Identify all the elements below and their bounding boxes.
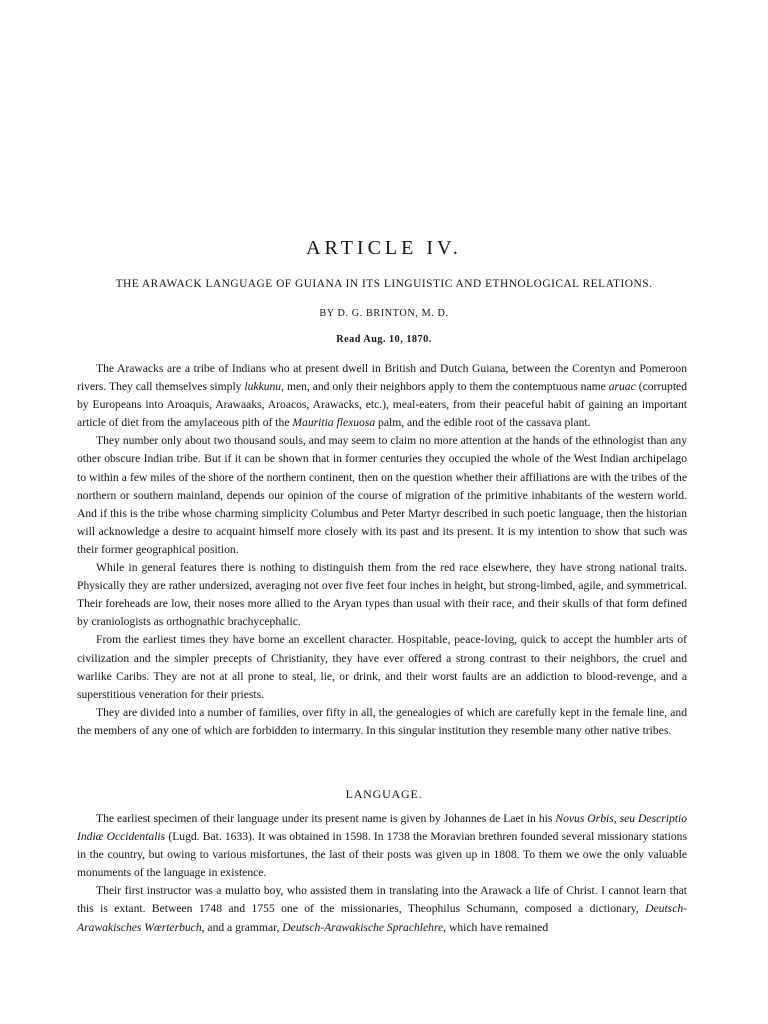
paragraph: While in general features there is nothing to distinguish them from the red race elsewhere, they have strong national traits. Physically they are rather undersized, averaging not over five feet four inches in height, but strong-limbed, agile, and symmetrical. Their foreheads are low, their noses more allied to the Aryan types than usual with their race, and their skulls of that form defined by craniologists as orthognathic brachycephalic. bbox=[77, 561, 687, 629]
section-body bbox=[77, 810, 687, 937]
paragraph: The earliest specimen of their language under its present name is given by Johannes de Laet in his Novus Orbis, seu Descriptio Indiæ Occidentalis (Lugd. Bat. 1633). It was obtained in 1598. In 1738 the Moravian brethren founded several missionary stations in the country, but owing to various misfortunes, the last of their posts was given up in 1808. To them we owe the only valuable monuments of the language in existence. bbox=[77, 812, 687, 880]
article-title: THE ARAWACK LANGUAGE OF GUIANA IN ITS LINGUISTIC AND ETHNOLOGICAL RELATIONS. bbox=[115, 278, 653, 290]
paragraph: The Arawacks are a tribe of Indians who at present dwell in British and Dutch Guiana, between the Corentyn and Pomeroon rivers. They call themselves simply lukkunu, men, and only their neighbors apply to them the contemptuous name aruac (corrupted by Europeans into Aroaquis, Arawaaks, Aroacos, Arawacks, etc.), meal-eaters, from their peaceful habit of gaining an important article of diet from the amylaceous pith of the Mauritia flexuosa palm, and the edible root of the cassava plant. bbox=[77, 362, 687, 430]
paragraph: They are divided into a number of families, over fifty in all, the genealogies of which are carefully kept in the female line, and the members of any one of which are forbidden to intermarry. In this singular institution they resemble many other native tribes. bbox=[77, 705, 687, 737]
article-number: ARTICLE IV. bbox=[306, 237, 462, 259]
author-byline: BY D. G. BRINTON, M. D. bbox=[319, 308, 449, 319]
paragraph: From the earliest times they have borne an excellent character. Hospitable, peace-loving, quick to accept the humbler arts of civilization and the simpler precepts of Christianity, they have ever offered a strong contrast to their neighbors, the cruel and warlike Caribs. They are not at all prone to steal, lie, or drink, and their worst faults are an addiction to blood-revenge, and a superstitious veneration for their priests. bbox=[77, 633, 687, 701]
paragraph: Their first instructor was a mulatto boy, who assisted them in translating into the Arawack a life of Christ. I cannot learn that this is extant. Between 1748 and 1755 one of the missionaries, Theophilus Schumann, composed a dictionary, Deutsch-Arawakisches Wœrterbuch, and a grammar, Deutsch-Arawakische Sprachlehre, which have remained bbox=[77, 884, 687, 934]
read-date: Read Aug. 10, 1870. bbox=[336, 334, 432, 345]
section-heading: LANGUAGE. bbox=[345, 787, 423, 801]
article-body bbox=[77, 360, 687, 740]
paragraph: They number only about two thousand souls, and may seem to claim no more attention at the hands of the ethnologist than any other obscure Indian tribe. But if it can be shown that in former centuries they occupied the whole of the West Indian archipelago to within a few miles of the shore of the northern continent, then on the question whether their affiliations are with the tribes of the northern or southern mainland, depends our opinion of the course of migration of the primitive inhabitants of the western world. And if this is the tribe whose charming simplicity Columbus and Peter Martyr described in such poetic language, then the historian will acknowledge a desire to acquaint himself more closely with its past and its present. It is my intention to show that such was their former geographical position. bbox=[77, 434, 687, 556]
